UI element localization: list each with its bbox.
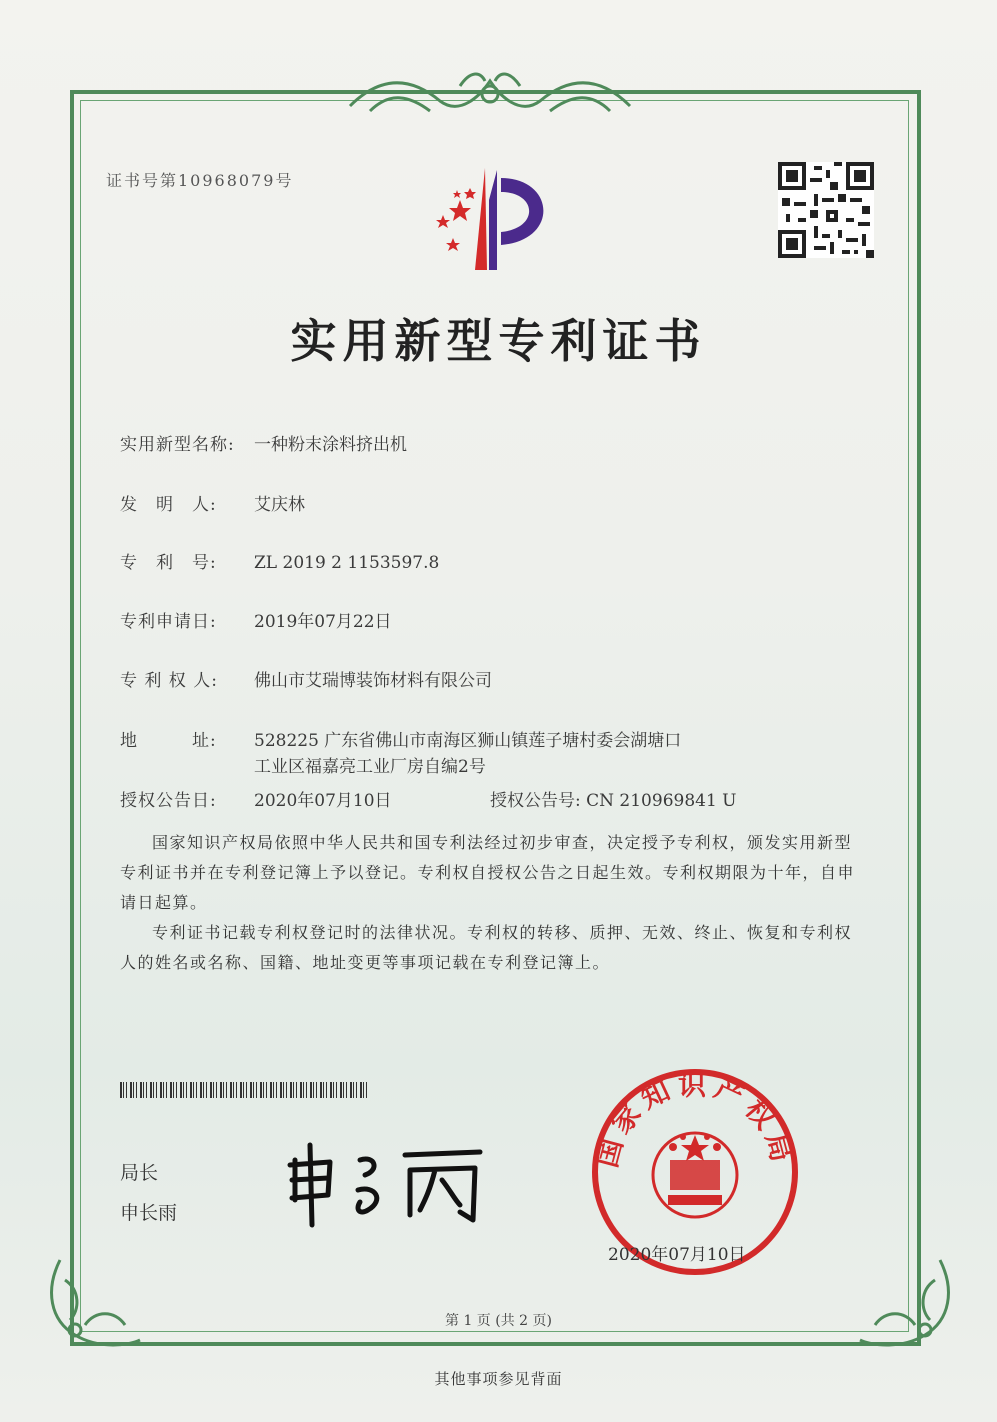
address-line-2: 工业区福嘉亮工业厂房自编2号	[254, 757, 486, 777]
barcode-bar	[356, 1082, 357, 1098]
barcode-bar	[130, 1082, 132, 1098]
application-date-value: 2019年07月22日	[254, 612, 392, 632]
signatory-name: 申长雨	[120, 1202, 178, 1224]
barcode-bar	[226, 1082, 227, 1098]
barcode-bar	[213, 1082, 214, 1098]
barcode-bar	[346, 1082, 347, 1098]
utility-model-name-label: 实用新型名称:	[120, 435, 235, 455]
barcode-bar	[236, 1082, 237, 1098]
barcode-bar	[123, 1082, 124, 1098]
barcode-bar	[300, 1082, 302, 1098]
barcode-bar	[293, 1082, 294, 1098]
barcode-bar	[303, 1082, 304, 1098]
barcode-bar	[183, 1082, 184, 1098]
barcode-bar	[156, 1082, 157, 1098]
barcode-bar	[253, 1082, 254, 1098]
barcode-bar	[310, 1082, 312, 1098]
barcode-bar	[170, 1082, 172, 1098]
inventor-label: 发 明 人:	[120, 495, 217, 515]
barcode-bar	[150, 1082, 152, 1098]
application-date-label: 专利申请日:	[120, 612, 217, 632]
barcode-bar	[290, 1082, 292, 1098]
certificate-number: 证书号第10968079号	[106, 171, 294, 190]
barcode-bar	[136, 1082, 137, 1098]
field-grant-date	[120, 786, 392, 811]
page-number: 第 1 页 (共 2 页)	[445, 1313, 552, 1329]
barcode-bar	[246, 1082, 247, 1098]
barcode-bar	[363, 1082, 364, 1098]
barcode-bar	[196, 1082, 197, 1098]
barcode-bar	[270, 1082, 272, 1098]
barcode-bar	[360, 1082, 362, 1098]
patent-number-label: 专 利 号:	[120, 553, 217, 573]
barcode-bar	[140, 1082, 142, 1098]
barcode-bar	[243, 1082, 244, 1098]
barcode-bar	[343, 1082, 344, 1098]
barcode-bar	[266, 1082, 267, 1098]
grant-date-label: 授权公告日:	[120, 791, 217, 811]
patentee-label: 专 利 权 人:	[120, 671, 218, 691]
field-utility-model-name	[120, 430, 407, 455]
barcode-bar	[186, 1082, 187, 1098]
bottom-right-ornament	[850, 1250, 960, 1360]
grant-date-value: 2020年07月10日	[254, 791, 392, 811]
barcode-bar	[280, 1082, 282, 1098]
barcode-bar	[203, 1082, 204, 1098]
bottom-left-ornament	[40, 1250, 150, 1360]
barcode-bar	[210, 1082, 212, 1098]
barcode-bar	[256, 1082, 257, 1098]
patentee-value: 佛山市艾瑞博装饰材料有限公司	[254, 671, 492, 691]
grant-statement-paragraph: 国家知识产权局依照中华人民共和国专利法经过初步审查，决定授予专利权，颁发实用新型专利证书并在专利登记簿上予以登记。专利权自授权公告之日起生效。专利权期限为十年，自申请日起算。	[120, 833, 856, 912]
seal-text: 国家知识产权局	[590, 1068, 800, 1171]
barcode-bar	[160, 1082, 162, 1098]
barcode-bar	[250, 1082, 252, 1098]
barcode-bar	[260, 1082, 262, 1098]
barcode-bar	[220, 1082, 222, 1098]
barcode-bar	[146, 1082, 147, 1098]
legal-status-paragraph: 专利证书记载专利权登记时的法律状况。专利权的转移、质押、无效、终止、恢复和专利权人的姓名或名称、国籍、地址变更等事项记载在专利登记簿上。	[120, 923, 853, 972]
barcode-bar	[133, 1082, 134, 1098]
barcode-bar	[216, 1082, 217, 1098]
field-address	[120, 726, 681, 751]
barcode-bar	[173, 1082, 174, 1098]
barcode-bar	[366, 1082, 367, 1098]
handwritten-signature	[280, 1140, 500, 1230]
barcode-bar	[193, 1082, 194, 1098]
barcode-bar	[153, 1082, 154, 1098]
barcode-bar	[163, 1082, 164, 1098]
barcode-bar	[350, 1082, 352, 1098]
field-application-date	[120, 607, 392, 632]
barcode-bar	[283, 1082, 284, 1098]
barcode-bar	[166, 1082, 167, 1098]
barcode-bar	[190, 1082, 192, 1098]
inventor-value: 艾庆林	[254, 495, 305, 515]
barcode-bar	[176, 1082, 177, 1098]
barcode-bar	[333, 1082, 334, 1098]
barcode-bar	[306, 1082, 307, 1098]
barcode-bar	[230, 1082, 232, 1098]
grant-number-value: CN 210969841 U	[586, 791, 737, 811]
footer-note: 其他事项参见背面	[434, 1370, 563, 1388]
barcode-bar	[240, 1082, 242, 1098]
barcode-bar	[326, 1082, 327, 1098]
field-grant-publication-number	[490, 786, 737, 811]
barcode-bar	[276, 1082, 277, 1098]
barcode-bar	[233, 1082, 234, 1098]
barcode-bar	[273, 1082, 274, 1098]
qr-code	[778, 162, 874, 258]
barcode-bar	[296, 1082, 297, 1098]
barcode-bar	[143, 1082, 144, 1098]
field-patentee	[120, 666, 492, 691]
address-line-1: 528225 广东省佛山市南海区狮山镇莲子塘村委会湖塘口	[254, 731, 682, 751]
barcode-bar	[180, 1082, 182, 1098]
barcode-bar	[200, 1082, 202, 1098]
barcode-bar	[316, 1082, 317, 1098]
barcode-bar	[353, 1082, 354, 1098]
address-label: 地 址:	[120, 731, 217, 751]
cnipa-logo	[415, 160, 565, 275]
barcode-bar	[320, 1082, 322, 1098]
signatory-title: 局长	[120, 1162, 159, 1184]
top-ornament	[340, 66, 640, 126]
barcode-bar	[206, 1082, 207, 1098]
barcode-bar	[126, 1082, 127, 1098]
barcode	[120, 1082, 372, 1098]
barcode-bar	[330, 1082, 332, 1098]
field-patent-number	[120, 548, 439, 573]
barcode-bar	[263, 1082, 264, 1098]
barcode-bar	[336, 1082, 337, 1098]
certificate-title: 实用新型专利证书	[290, 314, 707, 368]
seal-date: 2020年07月10日	[608, 1245, 746, 1265]
field-inventor	[120, 490, 305, 515]
barcode-bar	[323, 1082, 324, 1098]
barcode-bar	[286, 1082, 287, 1098]
svg-text:国家知识产权局	[590, 1069, 800, 1171]
barcode-bar	[223, 1082, 224, 1098]
patent-number-value: ZL 2019 2 1153597.8	[254, 553, 440, 573]
barcode-bar	[120, 1082, 122, 1098]
barcode-bar	[313, 1082, 314, 1098]
utility-model-name-value: 一种粉末涂料挤出机	[254, 435, 407, 455]
grant-number-label: 授权公告号:	[490, 791, 581, 811]
barcode-bar	[340, 1082, 342, 1098]
